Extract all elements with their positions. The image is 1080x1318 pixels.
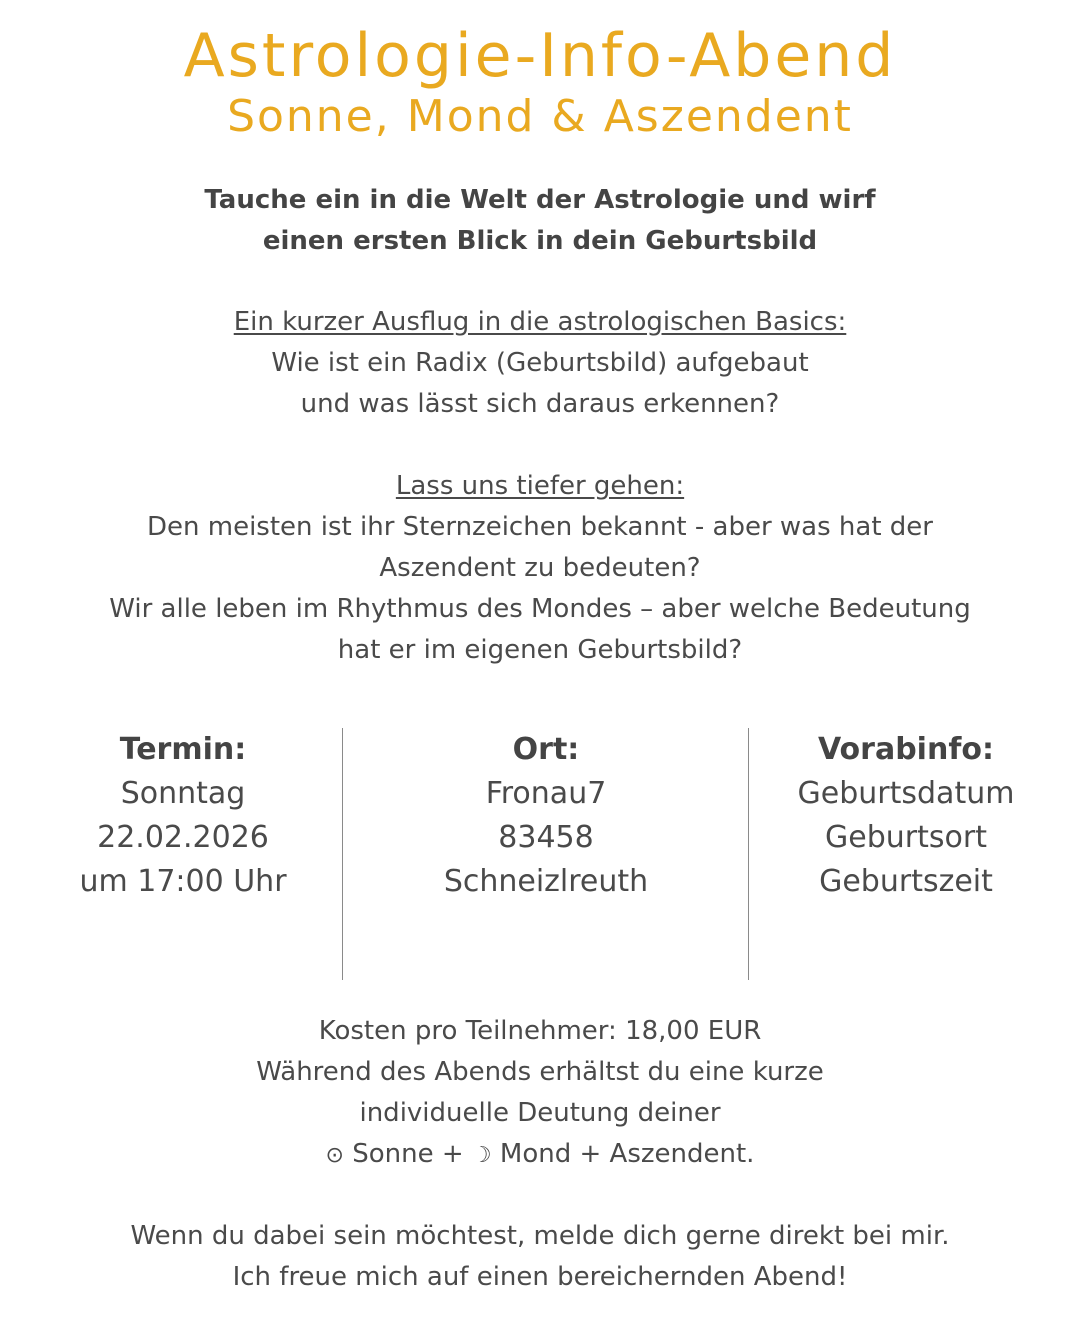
deeper-line-4: hat er im eigenen Geburtsbild? — [337, 635, 743, 665]
termin-column — [24, 728, 342, 980]
ort-city: Schneizlreuth — [443, 864, 649, 899]
vorabinfo-label: Vorabinfo: — [817, 732, 994, 767]
intro-line-2: einen ersten Blick in dein Geburtsbild — [262, 226, 818, 256]
basics-line-2: und was lässt sich daraus erkennen? — [300, 389, 780, 419]
termin-time: um 17:00 Uhr — [79, 864, 287, 899]
termin-day: Sonntag — [120, 776, 246, 811]
ort-postcode: 83458 — [498, 820, 594, 855]
moon-icon: ☽ — [471, 1143, 492, 1168]
column-divider — [342, 728, 343, 980]
intro-line-1: Tauche ein in die Welt der Astrologie und wirf — [204, 185, 876, 215]
closing-line-2: Ich freue mich auf einen bereichernden Abend! — [232, 1262, 848, 1292]
costs-section — [0, 1011, 1080, 1176]
termin-date: 22.02.2026 — [97, 820, 269, 855]
ort-label: Ort: — [512, 732, 580, 767]
basics-line-1: Wie ist ein Radix (Geburtsbild) aufgebaut — [271, 348, 809, 378]
page-title: Astrologie-Info-Abend — [183, 21, 897, 91]
closing-line-1: Wenn du dabei sein möchtest, melde dich gerne direkt bei mir. — [130, 1221, 950, 1251]
costs-line-3: individuelle Deutung deiner — [359, 1098, 721, 1128]
costs-line-2: Während des Abends erhältst du eine kurze — [256, 1057, 824, 1087]
ort-column — [344, 728, 748, 980]
termin-label: Termin: — [119, 732, 247, 767]
basics-section — [0, 302, 1080, 425]
vorabinfo-birthdate: Geburtsdatum — [797, 776, 1015, 811]
costs-line-1: Kosten pro Teilnehmer: 18,00 EUR — [318, 1016, 762, 1046]
vorabinfo-column — [750, 728, 1062, 980]
closing-section — [0, 1216, 1080, 1298]
vorabinfo-birthtime: Geburtszeit — [819, 864, 993, 899]
vorabinfo-birthplace: Geburtsort — [825, 820, 987, 855]
costs-line-4 — [0, 1134, 1080, 1176]
deeper-line-3: Wir alle leben im Rhythmus des Mondes – aber welche Bedeutung — [109, 594, 971, 624]
column-divider — [748, 728, 749, 980]
event-info-columns — [0, 728, 1080, 980]
deeper-line-2: Aszendent zu bedeuten? — [379, 553, 701, 583]
basics-heading: Ein kurzer Ausflug in die astrologischen Basics: — [233, 307, 847, 337]
ort-street: Fronau7 — [485, 776, 607, 811]
deeper-line-1: Den meisten ist ihr Sternzeichen bekannt - aber was hat der — [146, 512, 933, 542]
sun-icon: ⊙ — [325, 1143, 344, 1168]
sun-label: Sonne + — [343, 1139, 472, 1169]
page-subtitle: Sonne, Mond & Aszendent — [227, 91, 853, 142]
intro-text — [0, 180, 1080, 262]
moon-label: Mond + Aszendent. — [491, 1139, 755, 1169]
deeper-section — [0, 466, 1080, 671]
deeper-heading: Lass uns tiefer gehen: — [395, 471, 685, 501]
